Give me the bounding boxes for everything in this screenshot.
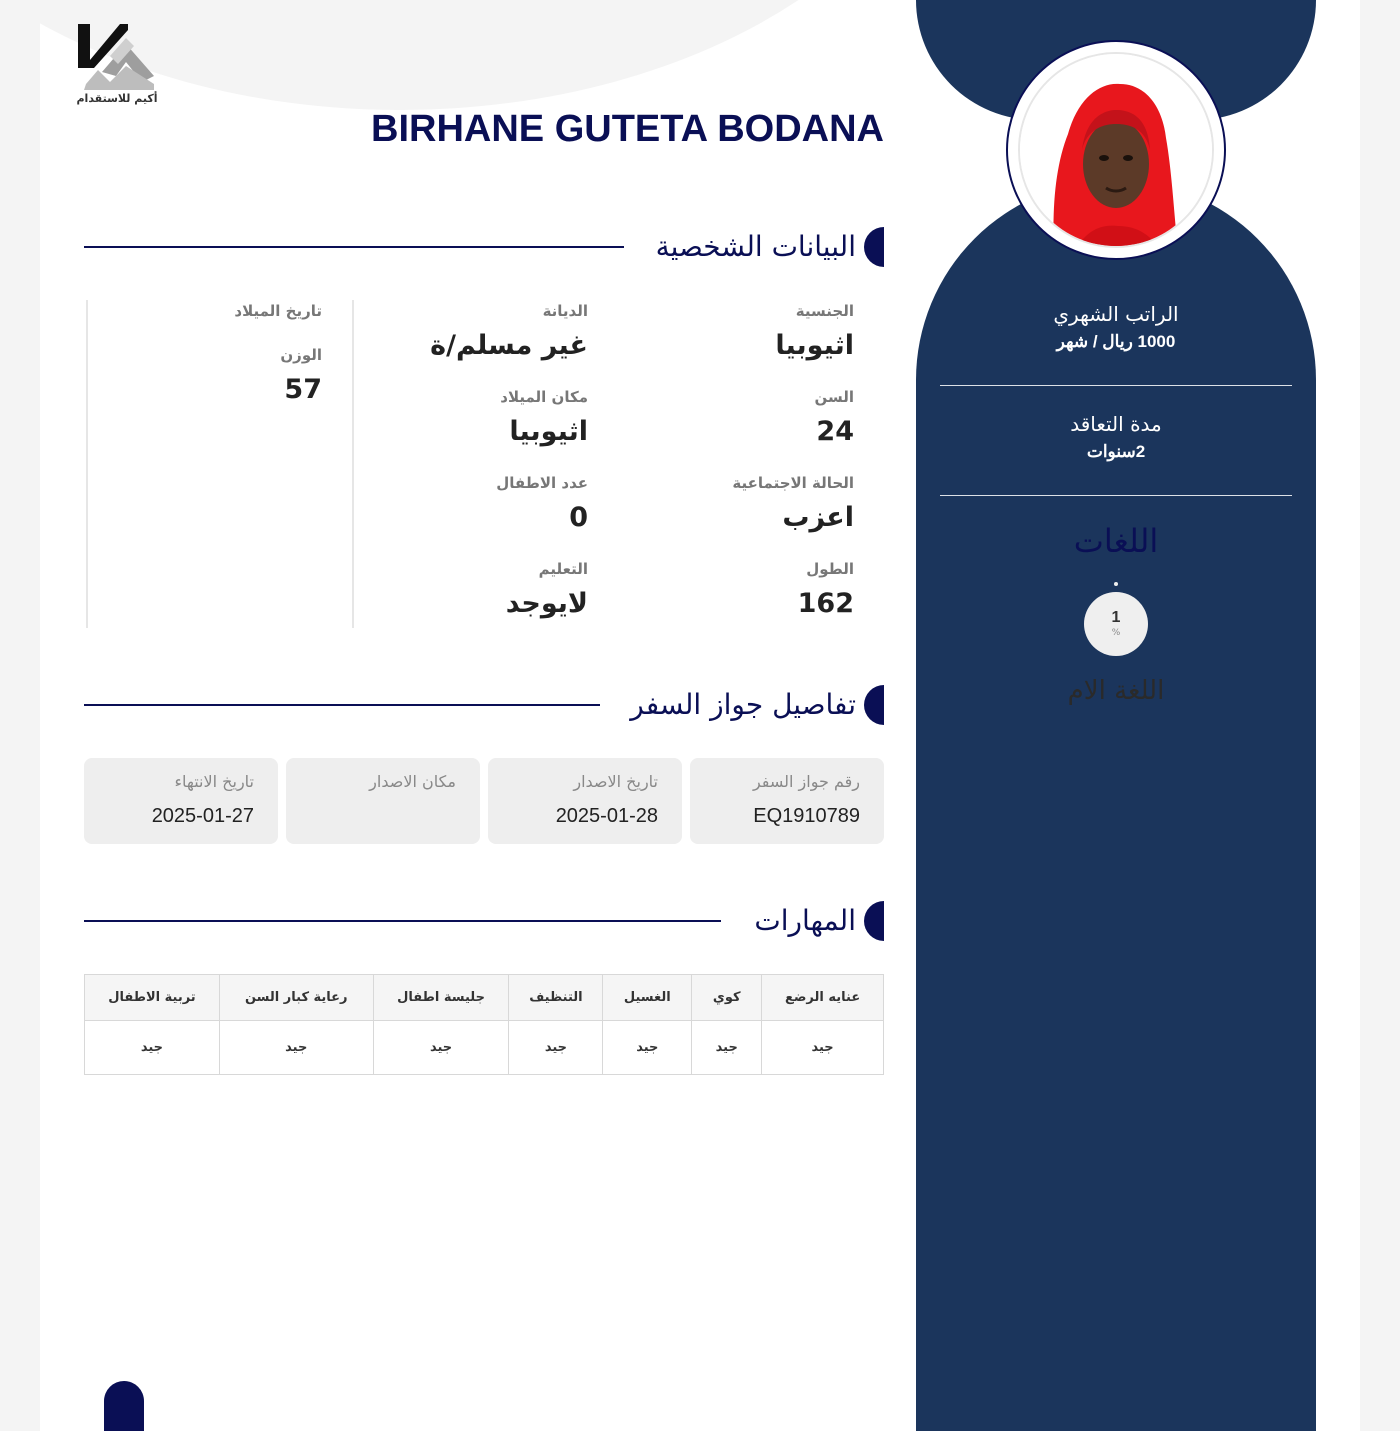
nationality-value: اثيوبيا (775, 330, 854, 361)
skills-section-title: المهارات (754, 904, 856, 937)
age-label: السن (814, 388, 854, 406)
skill-header: كوي (692, 975, 762, 1021)
weight-field (280, 346, 322, 405)
expiry-date-value: 2025-01-27 (151, 805, 254, 827)
birthplace-value: اثيوبيا (509, 416, 588, 447)
birthplace-label: مكان الميلاد (500, 388, 588, 406)
education-label: التعليم (538, 560, 588, 578)
height-label: الطول (806, 560, 854, 578)
skill-level: جيد (219, 1021, 373, 1075)
education-value: لايوجد (505, 588, 588, 619)
expiry-date-card (84, 758, 278, 844)
religion-label: الديانة (542, 302, 588, 320)
personal-column-3 (86, 300, 352, 628)
skills-section-header (84, 901, 884, 943)
salary-label: الراتب الشهري (1053, 302, 1179, 326)
footer-tab (104, 1381, 144, 1431)
marital-field (732, 474, 854, 533)
header-band (40, 0, 960, 110)
sidebar (916, 0, 1316, 1431)
skills-level-row (85, 1021, 884, 1075)
skill-header: رعاية كبار السن (219, 975, 373, 1021)
salary-block (940, 302, 1292, 352)
personal-section-title: البيانات الشخصية (655, 230, 856, 263)
education-field (506, 560, 588, 619)
language-name: اللغة الام (1067, 676, 1165, 706)
sidebar-divider (940, 495, 1292, 496)
children-field (496, 474, 588, 533)
cv-page (40, 0, 1360, 1431)
skill-header: عنايه الرضع (762, 975, 884, 1021)
section-line (84, 246, 624, 248)
personal-column-1 (618, 300, 884, 628)
passport-number-card (690, 758, 884, 844)
marital-label: الحالة الاجتماعية (732, 474, 854, 492)
skill-header: جليسة اطفال (373, 975, 509, 1021)
sidebar-body (916, 180, 1316, 1431)
language-level-value: 1 (1111, 609, 1121, 626)
expiry-date-label: تاريخ الانتهاء (174, 772, 254, 791)
language-dot (1114, 582, 1118, 586)
birthdate-field (234, 302, 322, 330)
skills-header-row (85, 975, 884, 1021)
skill-level: جيد (85, 1021, 220, 1075)
company-logo (76, 20, 158, 110)
passport-section-header (84, 685, 884, 727)
salary-value: 1000 ريال / شهر (1056, 332, 1176, 351)
skill-level: جيد (603, 1021, 692, 1075)
weight-value: 57 (284, 374, 322, 405)
skill-level: جيد (373, 1021, 509, 1075)
skill-header: التنظيف (509, 975, 603, 1021)
languages-title: اللغات (1073, 522, 1159, 560)
skills-table (84, 974, 884, 1075)
issue-date-value: 2025-01-28 (555, 805, 658, 827)
section-line (84, 704, 600, 706)
skill-level: جيد (762, 1021, 884, 1075)
children-value: 0 (569, 502, 588, 533)
passport-number-value: EQ1910789 (753, 805, 860, 827)
issue-date-card (488, 758, 682, 844)
passport-section-title: تفاصيل جواز السفر (630, 688, 856, 721)
religion-field (430, 302, 588, 361)
person-photo-icon (1018, 54, 1212, 248)
contract-block (940, 412, 1292, 462)
section-line (84, 920, 721, 922)
marital-value: اعزب (782, 502, 854, 533)
nationality-label: الجنسية (795, 302, 854, 320)
personal-column-2 (352, 300, 618, 628)
profile-photo (1018, 52, 1214, 248)
language-level-badge (1084, 592, 1148, 656)
skill-level: جيد (692, 1021, 762, 1075)
height-value: 162 (797, 588, 854, 619)
birthplace-field (500, 388, 588, 447)
section-tab (864, 685, 884, 725)
contract-value: 2سنوات (1086, 442, 1146, 461)
age-value: 24 (816, 416, 854, 447)
passport-number-label: رقم جواز السفر (752, 772, 860, 791)
children-label: عدد الاطفال (496, 474, 588, 492)
birthdate-label: تاريخ الميلاد (234, 302, 322, 320)
weight-label: الوزن (280, 346, 322, 364)
contract-label: مدة التعاقد (1070, 412, 1162, 436)
profile-photo-frame (1006, 40, 1226, 260)
section-tab (864, 227, 884, 267)
sidebar-divider (940, 385, 1292, 386)
logo-mark-icon (76, 20, 158, 92)
skill-header: تربية الاطفال (85, 975, 220, 1021)
language-level-unit: % (1111, 628, 1121, 638)
issue-place-card (286, 758, 480, 844)
height-field (798, 560, 854, 619)
skill-level: جيد (509, 1021, 603, 1075)
issue-place-label: مكان الاصدار (369, 772, 456, 791)
religion-value: غير مسلم/ة (430, 330, 588, 361)
skill-header: الغسيل (603, 975, 692, 1021)
section-tab (864, 901, 884, 941)
issue-date-label: تاريخ الاصدار (573, 772, 658, 791)
logo-text: أكيم للاستقدام (76, 92, 158, 105)
candidate-name: BIRHANE GUTETA BODANA (371, 108, 884, 150)
age-field (814, 388, 854, 447)
personal-section-header (84, 227, 884, 269)
nationality-field (775, 302, 854, 361)
